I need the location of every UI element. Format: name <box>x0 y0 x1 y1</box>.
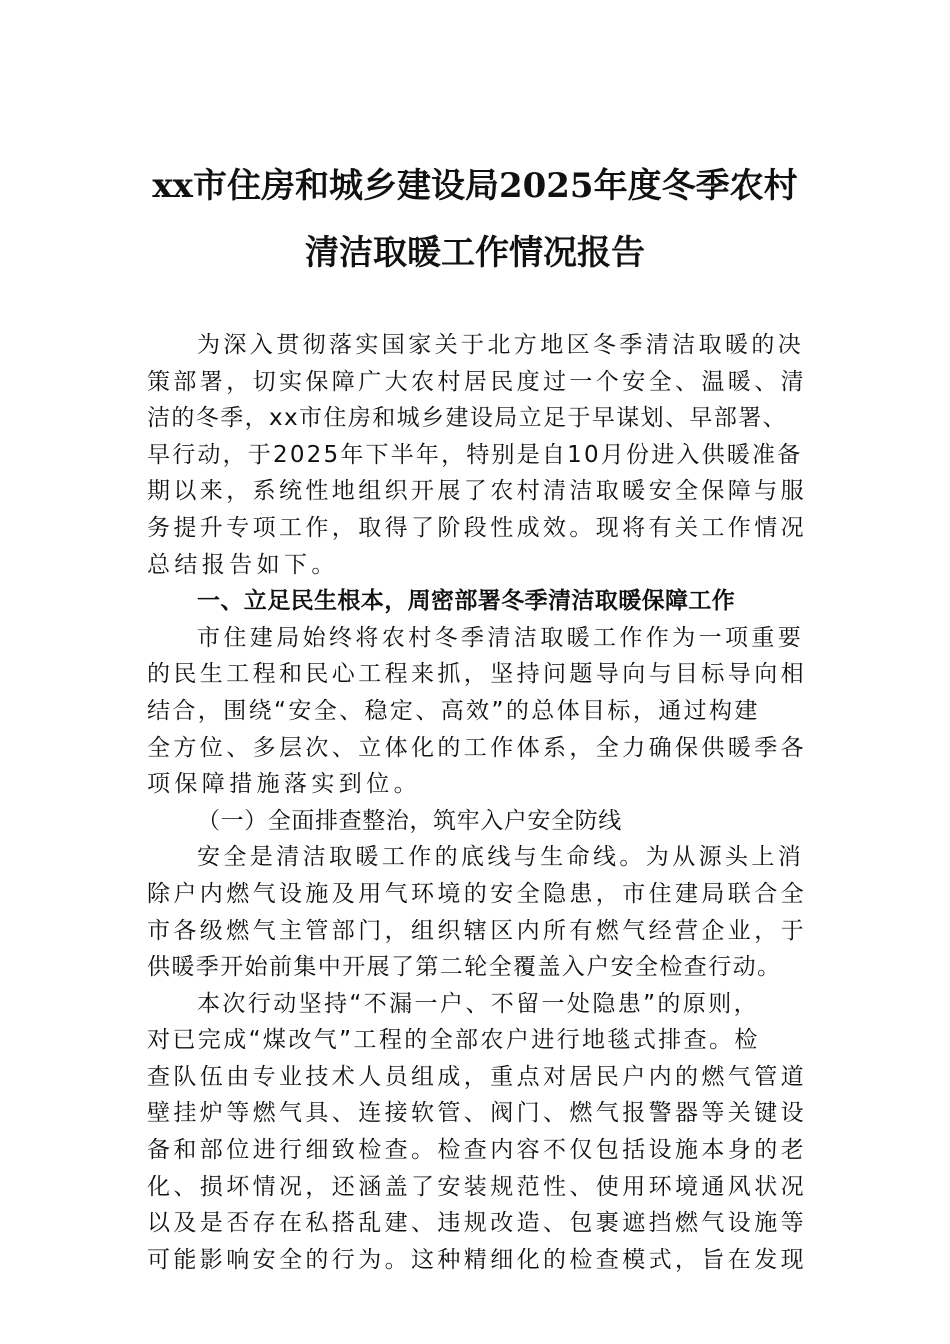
paragraph-line: 本次行动坚持“不漏一户、不留一处隐患”的原则， <box>197 990 760 1017</box>
paragraph-line: 结合，围绕“安全、稳定、高效”的总体目标，通过构建 <box>147 697 760 724</box>
paragraph-line: 洁的冬季，xx市住房和城乡建设局立足于早谋划、早部署、 <box>147 405 788 432</box>
paragraph-line: 化、损坏情况，还涵盖了安装规范性、使用环境通风状况 <box>147 1173 807 1200</box>
paragraph-line: 壁挂炉等燃气具、连接软管、阀门、燃气报警器等关键设 <box>147 1100 807 1127</box>
paragraph-line: 以及是否存在私搭乱建、违规改造、包裹遮挡燃气设施等 <box>147 1210 807 1237</box>
section-heading-1: 一、立足民生根本，周密部署冬季清洁取暖保障工作 <box>197 588 736 615</box>
paragraph-line: 早行动，于2025年下半年，特别是自10月份进入供暖准备 <box>147 441 803 468</box>
document-title-line-1: xx市住房和城乡建设局2025年度冬季农村 <box>152 166 798 206</box>
paragraph-line: 策部署，切实保障广大农村居民度过一个安全、温暖、清 <box>147 368 807 395</box>
paragraph-line: 务提升专项工作，取得了阶段性成效。现将有关工作情况 <box>147 514 807 541</box>
paragraph-line: 市住建局始终将农村冬季清洁取暖工作作为一项重要 <box>197 624 805 651</box>
paragraph-line: 查队伍由专业技术人员组成，重点对居民户内的燃气管道 <box>147 1063 807 1090</box>
paragraph-line: 为深入贯彻落实国家关于北方地区冬季清洁取暖的决 <box>197 332 805 358</box>
paragraph-line: 备和部位进行细致检查。检查内容不仅包括设施本身的老 <box>147 1137 807 1164</box>
document-body <box>147 327 807 1278</box>
paragraph-line: 市各级燃气主管部门，组织辖区内所有燃气经营企业，于 <box>147 917 807 944</box>
document-title-line-2: 清洁取暖工作情况报告 <box>305 233 645 273</box>
paragraph-line: 的民生工程和民心工程来抓，坚持问题导向与目标导向相 <box>147 661 807 688</box>
paragraph-line: 项保障措施落实到位。 <box>147 771 421 798</box>
paragraph-line: 除户内燃气设施及用气环境的安全隐患，市住建局联合全 <box>147 880 807 907</box>
paragraph-line: 对已完成“煤改气”工程的全部农户进行地毯式排查。检 <box>147 1027 760 1054</box>
subsection-heading-1: （一）全面排查整治，筑牢入户安全防线 <box>197 807 622 834</box>
paragraph-line: 安全是清洁取暖工作的底线与生命线。为从源头上消 <box>197 844 805 871</box>
paragraph-line: 总结报告如下。 <box>147 551 339 578</box>
paragraph-line: 可能影响安全的行为。这种精细化的检查模式，旨在发现 <box>147 1246 807 1273</box>
paragraph-line: 期以来，系统性地组织开展了农村清洁取暖安全保障与服 <box>147 478 807 505</box>
paragraph-line: 全方位、多层次、立体化的工作体系，全力确保供暖季各 <box>147 734 807 761</box>
paragraph-line: 供暖季开始前集中开展了第二轮全覆盖入户安全检查行动。 <box>147 954 782 981</box>
